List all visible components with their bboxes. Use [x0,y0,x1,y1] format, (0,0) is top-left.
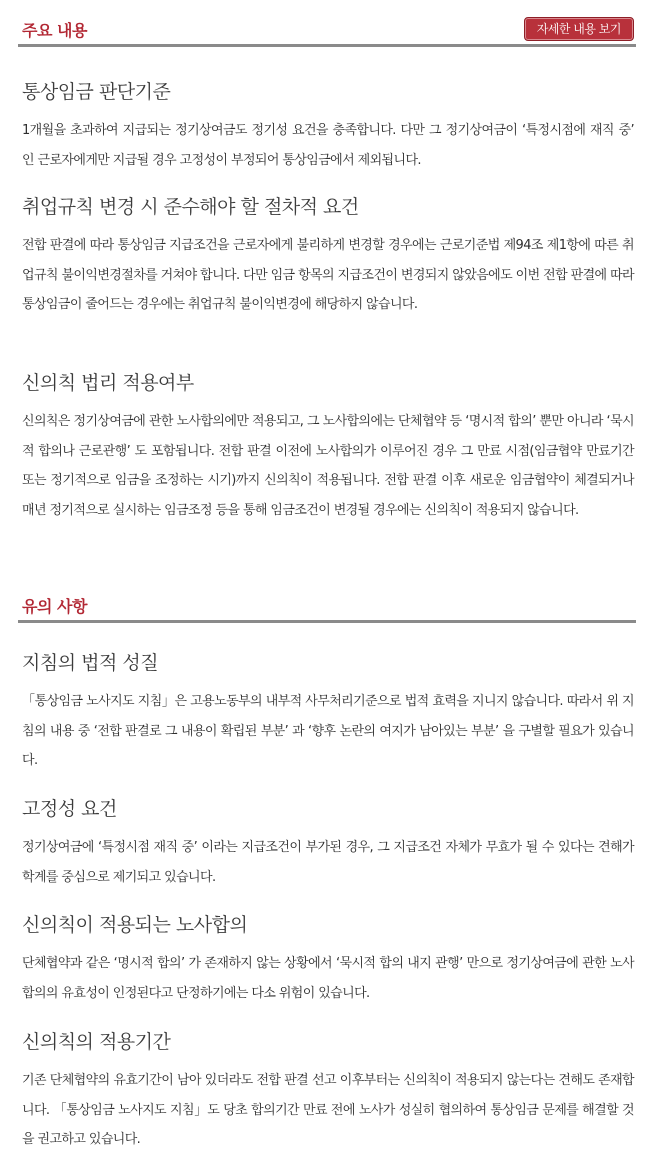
block-body: 「통상임금 노사지도 지침」은 고용노동부의 내부적 사무처리기준으로 법적 효력을 지니지 않습니다. 따라서 위 지침의 내용 중 ‘전합 판결로 그 내용이 확립된 부분’ 과 ‘향후 논란의 여지가 남아있는 부분’ 을 구별할 필요가 있습니다. [22,694,634,768]
block-heading: 신의칙의 적용기간 [22,1031,171,1053]
block-body: 기존 단체협약의 유효기간이 남아 있더라도 전합 판결 선고 이후부터는 신의칙이 적용되지 않는다는 견해도 존재합니다. 「통상임금 노사지도 지침」도 당초 합의기간 만료 전에 노사가 성실히 협의하여 통상임금 문제를 해결할 것을 권고하고 있습니다. [22,1073,634,1147]
content-block-fixedness-requirement [22,797,634,892]
main-section-header [18,14,636,47]
content-block-rules-change-procedure [22,195,634,320]
block-body: 전합 판결에 따라 통상임금 지급조건을 근로자에게 불리하게 변경할 경우에는 근로기준법 제94조 제1항에 따른 취업규칙 불이익변경절차를 거쳐야 합니다. 다만 임금 항목의 지급조건이 변경되지 않았음에도 이번 전합 판결에 따라 통상임금이 줄어드는 경우에는 취업규칙 불이익변경에 해당하지 않습니다. [22,238,634,312]
block-body: 1개월을 초과하여 지급되는 정기상여금도 정기성 요건을 충족합니다. 다만 그 정기상여금이 ‘특정시점에 재직 중’ 인 근로자에게만 지급될 경우 고정성이 부정되어 통상임금에서 제외됩니다. [22,123,634,168]
block-heading: 신의칙 법리 적용여부 [22,372,194,394]
main-section-title: 주요 내용 [22,21,87,40]
content-block-ordinary-wage-criteria [22,80,634,175]
content-block-good-faith-principle [22,371,634,525]
notes-section-header [18,590,636,623]
notes-section-title: 유의 사항 [22,597,87,616]
content-block-good-faith-period [22,1030,634,1155]
block-heading: 통상임금 판단기준 [22,81,171,103]
block-body: 정기상여금에 ‘특정시점 재직 중’ 이라는 지급조건이 부가된 경우, 그 지급조건 자체가 무효가 될 수 있다는 견해가 학계를 중심으로 제기되고 있습니다. [22,840,634,885]
block-heading: 고정성 요건 [22,798,117,820]
content-block-good-faith-agreement [22,913,634,1008]
block-heading: 지침의 법적 성질 [22,652,159,674]
view-details-button[interactable]: 자세한 내용 보기 [524,17,634,41]
content-block-guideline-legal-nature [22,651,634,776]
block-body: 단체협약과 같은 ‘명시적 합의’ 가 존재하지 않는 상황에서 ‘묵시적 합의 내지 관행’ 만으로 정기상여금에 관한 노사합의의 유효성이 인정된다고 단정하기에는 다소 위험이 있습니다. [22,956,634,1001]
block-heading: 신의칙이 적용되는 노사합의 [22,914,248,936]
block-heading: 취업규칙 변경 시 준수해야 할 절차적 요건 [22,196,359,218]
block-body: 신의칙은 정기상여금에 관한 노사합의에만 적용되고, 그 노사합의에는 단체협약 등 ‘명시적 합의’ 뿐만 아니라 ‘묵시적 합의나 근로관행’ 도 포함됩니다. 전합 판결 이전에 노사합의가 이루어진 경우 그 만료 시점(임금협약 만료기간 또는 정기적으로 임금을 조정하는 시기)까지 신의칙이 적용됩니다. 전합 판결 이후 새로운 임금협약이 체결되거나 매년 정기적으로 실시하는 임금조정 등을 통해 임금조건이 변경될 경우에는 신의칙이 적용되지 않습니다. [22,414,634,518]
